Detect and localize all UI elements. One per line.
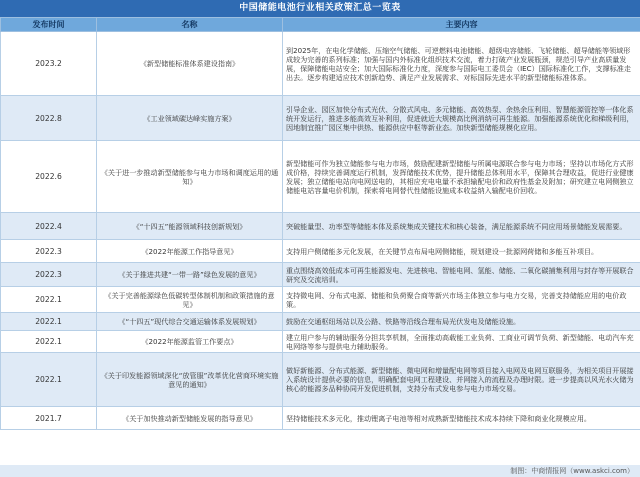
row-date: 2022.3 (1, 263, 97, 287)
row-name: 《关于加快推动新型储能发展的指导意见》 (97, 407, 283, 430)
source-footer: 制图：中商情报网（www.askci.com） (0, 465, 640, 477)
row-content: 突破能量型、功率型等储能本体及系统集成关键技术和核心装备，满足能源系统不同应用场景储能发展需要。 (283, 213, 640, 240)
row-content: 坚持储能技术多元化，推动锂离子电池等相对成熟新型储能技术成本持续下降和商业化规模应用。 (283, 407, 640, 430)
row-content: 引导企业、园区加快分布式光伏、分散式风电、多元储能、高效热泵、余热余压利用、智慧能源管控等一体化系统开发运行，推进多能高效互补利用，促进就近大规模高比例消纳可再生能源。加强能源系统优化和梯级利用，因地制宜推广园区集中供热、能源供应中枢等新业态。加快新型储能规模化应用。 (283, 96, 640, 141)
row-name: 《工业领域碳达峰实施方案》 (97, 96, 283, 141)
table-row (1, 240, 640, 263)
row-name: 《“十四五”现代综合交通运输体系发展规划》 (97, 313, 283, 331)
row-date: 2022.1 (1, 331, 97, 353)
header-date: 发布时间 (1, 18, 97, 32)
row-name: 《关于完善能源绿色低碳转型体制机制和政策措施的意见》 (97, 287, 283, 313)
table-row (1, 213, 640, 240)
table-row (1, 263, 640, 287)
table-row (1, 32, 640, 96)
row-content: 鼓励在交通枢纽场站以及公路、铁路等沿线合理布局光伏发电及储能设施。 (283, 313, 640, 331)
row-content: 做好新能源、分布式能源、新型储能、微电网和增量配电网等项目接入电网及电网互联服务，为相关项目开展接入系统设计提供必要的信息，明确配套电网工程建设、并网接入的流程及办理时限。进一步提高以风光水火储为核心的能源多品种协同开发促进机制，支持分布式发电参与电力市场交易。 (283, 353, 640, 407)
table-row (1, 407, 640, 430)
row-date: 2022.1 (1, 313, 97, 331)
table-header-row (1, 18, 640, 32)
row-name: 《关于进一步推动新型储能参与电力市场和调度运用的通知》 (97, 141, 283, 213)
row-name: 《“十四五”能源领域科技创新规划》 (97, 213, 283, 240)
row-content: 重点围绕高效低成本可再生能源发电、先进核电、智能电网、氢能、储能、二氧化碳捕集利用与封存等开展联合研究及交流培训。 (283, 263, 640, 287)
policy-table (0, 17, 640, 430)
row-date: 2021.7 (1, 407, 97, 430)
table-row (1, 331, 640, 353)
header-name: 名称 (97, 18, 283, 32)
row-date: 2023.2 (1, 32, 97, 96)
row-date: 2022.4 (1, 213, 97, 240)
row-name: 《关于推进共建“一带一路”绿色发展的意见》 (97, 263, 283, 287)
row-name: 《新型储能标准体系建设指南》 (97, 32, 283, 96)
table-row (1, 287, 640, 313)
row-content: 新型储能可作为独立储能参与电力市场，鼓励配建新型储能与所属电源联合参与电力市场；坚持以市场化方式形成价格，持续完善调度运行机制，发挥储能技术优势，提升储能总体利用水平，保障其合理收益，促进行业健康发展；独立储能电站向电网送电的，其相应充电电量不承担输配电价和政府性基金及附加；研究建立电网侧独立储能电站容量电价机制，探索将电网替代性储能设施成本收益纳入输配电价回收。 (283, 141, 640, 213)
row-content: 建立用户参与的辅助服务分担共享机制，全面推动高载能工业负荷、工商业可调节负荷、新型储能、电动汽车充电网络等参与提供电力辅助服务。 (283, 331, 640, 353)
row-date: 2022.1 (1, 287, 97, 313)
row-content: 到2025年，在电化学储能、压缩空气储能、可逆燃料电池储能、超级电容储能、飞轮储能、超导储能等领域形成较为完善的系列标准；加强与国内外标准化组织技术交流，着力打破产业发展瓶颈，规范引导产业高质量发展，保障储能电站安全；加大国际标准化力度，深度参与国际电工委员会（IEC）国际标准化工作，支撑标准走出去。逐步构建适应技术创新趋势、满足产业发展需求、对标国际先进水平的新型储能标准体系。 (283, 32, 640, 96)
row-date: 2022.6 (1, 141, 97, 213)
row-date: 2022.3 (1, 240, 97, 263)
row-name: 《2022年能源工作指导意见》 (97, 240, 283, 263)
table-row (1, 96, 640, 141)
row-name: 《关于印发能源领域深化“放管服”改革优化营商环境实施意见的通知》 (97, 353, 283, 407)
row-content: 支持微电网、分布式电源、储能和负荷聚合商等新兴市场主体独立参与电力交易，完善支持储能应用的电价政策。 (283, 287, 640, 313)
table-row (1, 313, 640, 331)
row-date: 2022.1 (1, 353, 97, 407)
header-content: 主要内容 (283, 18, 640, 32)
table-row (1, 141, 640, 213)
table-row (1, 353, 640, 407)
row-name: 《2022年能源监管工作要点》 (97, 331, 283, 353)
row-date: 2022.8 (1, 96, 97, 141)
row-content: 支持用户侧储能多元化发展，在关键节点布局电网侧储能，规划建设一批源网荷储和多能互补项目。 (283, 240, 640, 263)
page-title: 中国储能电池行业相关政策汇总一览表 (0, 0, 640, 17)
